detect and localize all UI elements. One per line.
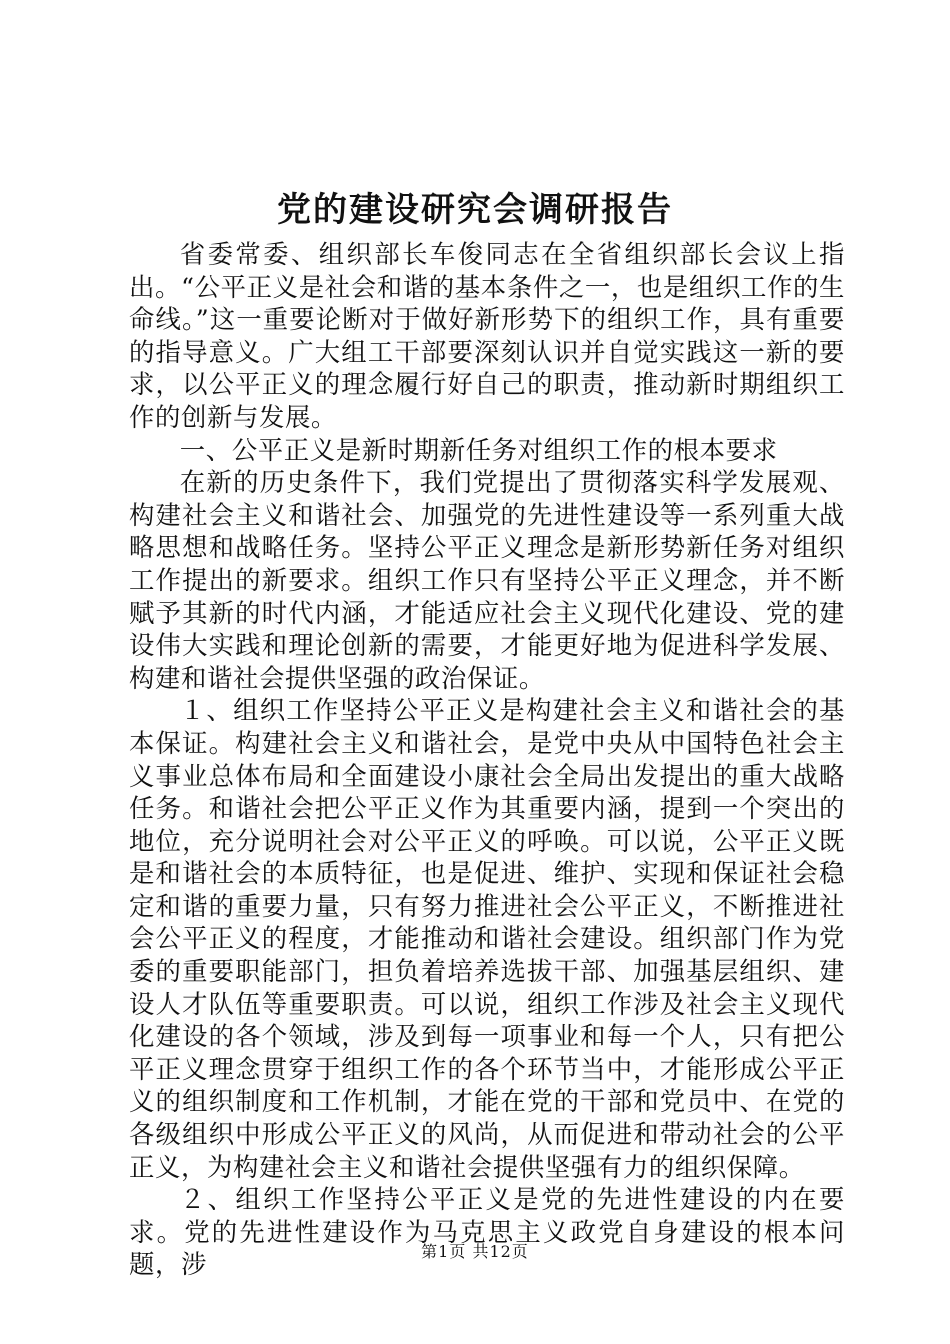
- document-title: 党的建设研究会调研报告: [277, 190, 673, 230]
- section-heading-1: 一、公平正义是新时期新任务对组织工作的根本要求: [179, 434, 778, 465]
- document-body: [129, 238, 845, 1281]
- paragraph-point-1: １、组织工作坚持公平正义是构建社会主义和谐社会的基本保证。构建社会主义和谐社会，是党中央从中国特色社会主义事业总体布局和全面建设小康社会全局出发提出的重大战略任务。和谐社会把公平正义作为其重要内涵，提到一个突出的地位，充分说明社会对公平正义的呼唤。可以说，公平正义既是和谐社会的本质特征，也是促进、维护、实现和保证社会稳定和谐的重要力量，只有努力推进社会公平正义，不断推进社会公平正义的程度，才能推动和谐社会建设。组织部门作为党委的重要职能部门，担负着培养选拔干部、加强基层组织、建设人才队伍等重要职责。可以说，组织工作涉及社会主义现代化建设的各个领域，涉及到每一项事业和每一个人，只有把公平正义理念贯穿于组织工作的各个环节当中，才能形成公平正义的组织制度和工作机制，才能在党的干部和党员中、在党的各级组织中形成公平正义的风尚，从而促进和带动社会的公平正义，为构建社会主义和谐社会提供坚强有力的组织保障。: [129, 695, 845, 1182]
- paragraph-context: 在新的历史条件下，我们党提出了贯彻落实科学发展观、构建社会主义和谐社会、加强党的先进性建设等一系列重大战略思想和战略任务。坚持公平正义理念是新形势新任务对组织工作提出的新要求。组织工作只有坚持公平正义理念，并不断赋予其新的时代内涵，才能适应社会主义现代化建设、党的建设伟大实践和理论创新的需要，才能更好地为促进科学发展、构建和谐社会提供坚强的政治保证。: [129, 467, 845, 693]
- paragraph-intro: 省委常委、组织部长车俊同志在全省组织部长会议上指出。“公平正义是社会和谐的基本条件之一，也是组织工作的生命线。”这一重要论断对于做好新形势下的组织工作，具有重要的指导意义。广大组工干部要深刻认识并自觉实践这一新的要求，以公平正义的理念履行好自己的职责，推动新时期组织工作的创新与发展。: [129, 239, 845, 432]
- paragraph-point-2: ２、组织工作坚持公平正义是党的先进性建设的内在要求。党的先进性建设作为马克思主义政党自身建设的根本问题，涉: [129, 1184, 845, 1280]
- page-footer: 第1页 共12页: [421, 1242, 529, 1261]
